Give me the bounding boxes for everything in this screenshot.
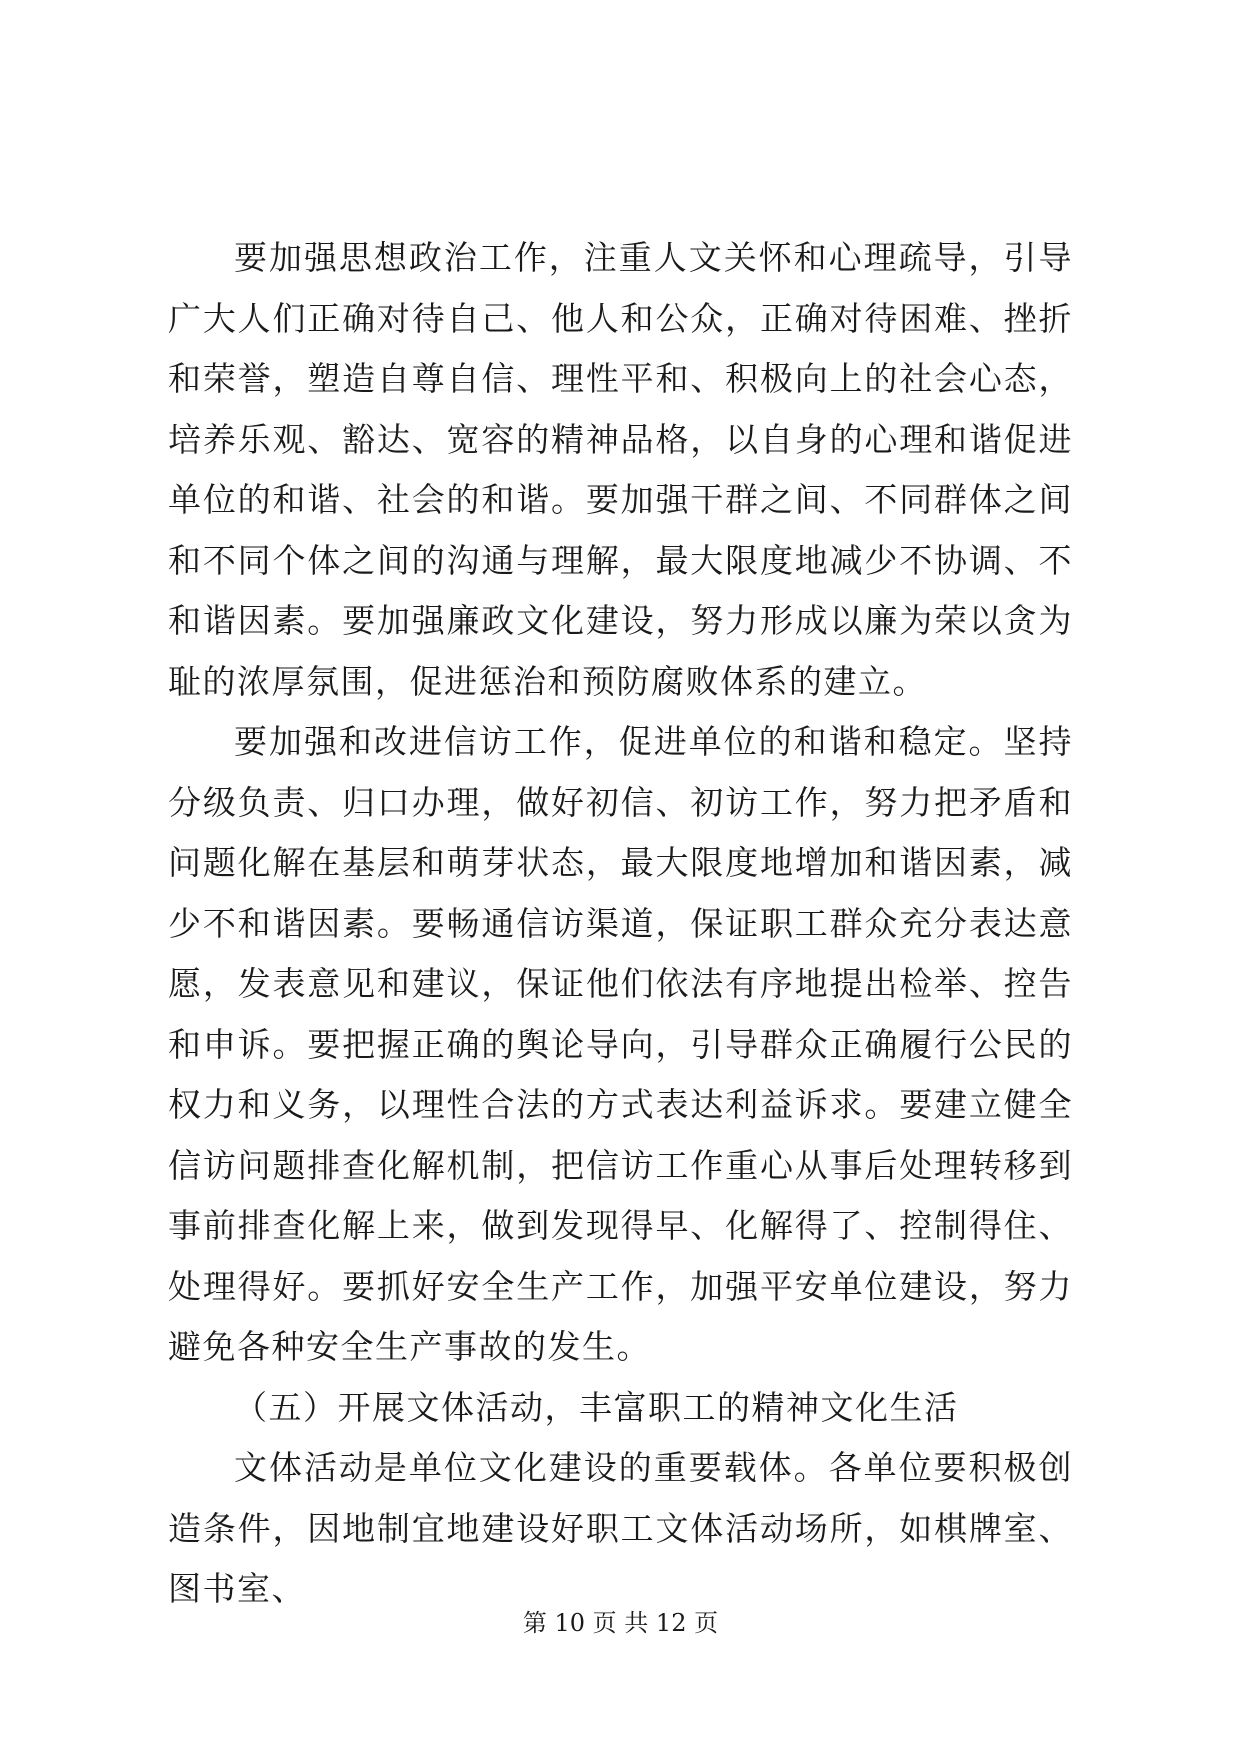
page-footer: 第 10 页 共 12 页 xyxy=(522,1609,719,1637)
paragraph-petition-work: 要加强和改进信访工作，促进单位的和谐和稳定。坚持分级负责、归口办理，做好初信、初访工作，努力把矛盾和问题化解在基层和萌芽状态，最大限度地增加和谐因素，减少不和谐因素。要畅通信访渠道，保证职工群众充分表达意愿，发表意见和建议，保证他们依法有序地提出检举、控告和申诉。要把握正确的舆论导向，引导群众正确履行公民的权力和义务，以理性合法的方式表达利益诉求。要建立健全信访问题排查化解机制，把信访工作重心从事后处理转移到事前排查化解上来，做到发现得早、化解得了、控制得住、处理得好。要抓好安全生产工作，加强平安单位建设，努力避免各种安全生产事故的发生。 xyxy=(168,722,1073,1366)
paragraph-cultural-activities: 文体活动是单位文化建设的重要载体。各单位要积极创造条件，因地制宜地建设好职工文体活动场所，如棋牌室、图书室、 xyxy=(168,1448,1073,1608)
section-heading: （五）开展文体活动，丰富职工的精神文化生活 xyxy=(234,1387,959,1427)
document-body xyxy=(168,228,1073,1620)
paragraph-ideological-work: 要加强思想政治工作，注重人文关怀和心理疏导，引导广大人们正确对待自己、他人和公众，正确对待困难、挫折和荣誉，塑造自尊自信、理性平和、积极向上的社会心态，培养乐观、豁达、宽容的精神品格，以自身的心理和谐促进单位的和谐、社会的和谐。要加强干群之间、不同群体之间和不同个体之间的沟通与理解，最大限度地减少不协调、不和谐因素。要加强廉政文化建设，努力形成以廉为荣以贪为耻的浓厚氛围，促进惩治和预防腐败体系的建立。 xyxy=(168,238,1073,701)
